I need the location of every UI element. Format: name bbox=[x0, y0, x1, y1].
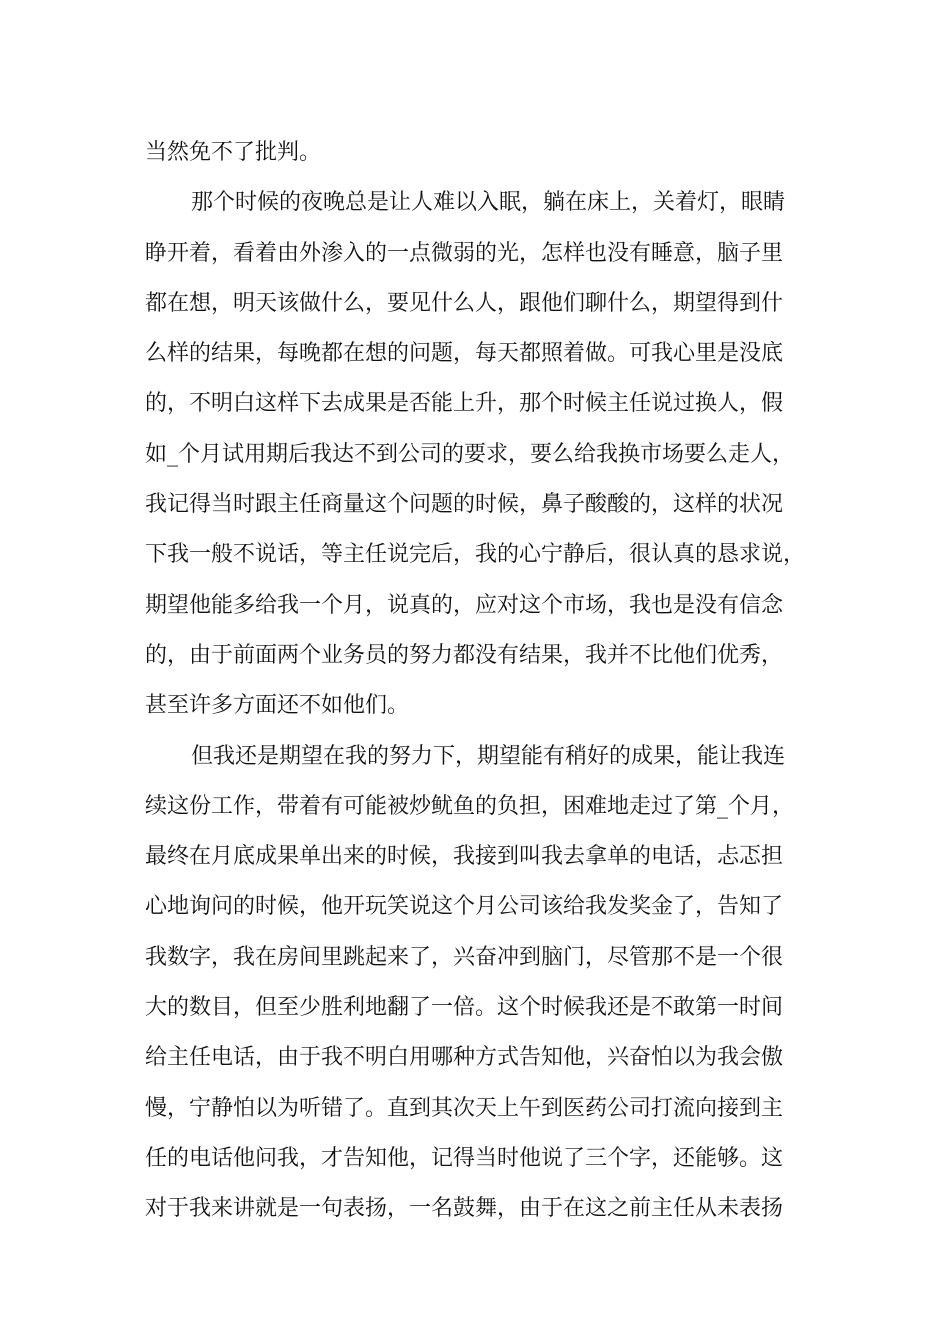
text-line: 期望他能多给我一个月，说真的，应对这个市场，我也是没有信念 bbox=[145, 592, 784, 618]
paragraph-start-line: 那个时候的夜晚总是让人难以入眠，躺在床上，关着灯，眼睛 bbox=[191, 190, 786, 216]
text-line: 心地询问的时候，他开玩笑说这个月公司该给我发奖金了，告知了 bbox=[145, 894, 784, 920]
text-line: 我数字，我在房间里跳起来了，兴奋冲到脑门，尽管那不是一个很 bbox=[145, 944, 784, 970]
text-line: 都在想，明天该做什么，要见什么人，跟他们聊什么，期望得到什 bbox=[145, 290, 784, 316]
text-line: 下我一般不说话，等主任说完后，我的心宁静后，很认真的恳求说， bbox=[145, 542, 806, 568]
text-line: 续这份工作，带着有可能被炒鱿鱼的负担，困难地走过了第_个月， bbox=[145, 793, 795, 819]
text-line: 当然免不了批判。 bbox=[145, 140, 322, 165]
text-line: 给主任电话，由于我不明白用哪种方式告知他，兴奋怕以为我会傲 bbox=[145, 1045, 784, 1071]
text-line: 睁开着，看着由外渗入的一点微弱的光，怎样也没有睡意，脑子里 bbox=[145, 240, 784, 266]
text-line: 大的数目，但至少胜利地翻了一倍。这个时候我还是不敢第一时间 bbox=[145, 995, 784, 1021]
text-line: 慢，宁静怕以为听错了。直到其次天上午到医药公司打流向接到主 bbox=[145, 1095, 784, 1121]
text-line: 的，不明白这样下去成果是否能上升，那个时候主任说过换人，假 bbox=[145, 391, 784, 417]
text-line: 么样的结果，每晚都在想的问题，每天都照着做。可我心里是没底 bbox=[145, 341, 784, 367]
body-text bbox=[145, 128, 845, 1235]
paragraph-start-line: 但我还是期望在我的努力下，期望能有稍好的成果，能让我连 bbox=[191, 743, 786, 769]
text-line: 甚至许多方面还不如他们。 bbox=[145, 693, 410, 719]
text-line: 的，由于前面两个业务员的努力都没有结果，我并不比他们优秀， bbox=[145, 642, 784, 668]
text-line: 如_个月试用期后我达不到公司的要求，要么给我换市场要么走人， bbox=[145, 441, 795, 467]
text-line: 我记得当时跟主任商量这个问题的时候，鼻子酸酸的，这样的状况 bbox=[145, 492, 784, 518]
text-line: 对于我来讲就是一句表扬，一名鼓舞，由于在这之前主任从未表扬 bbox=[145, 1196, 784, 1222]
text-line: 最终在月底成果单出来的时候，我接到叫我去拿单的电话，忐忑担 bbox=[145, 844, 784, 870]
text-line: 任的电话他问我，才告知他，记得当时他说了三个字，还能够。这 bbox=[145, 1145, 784, 1171]
